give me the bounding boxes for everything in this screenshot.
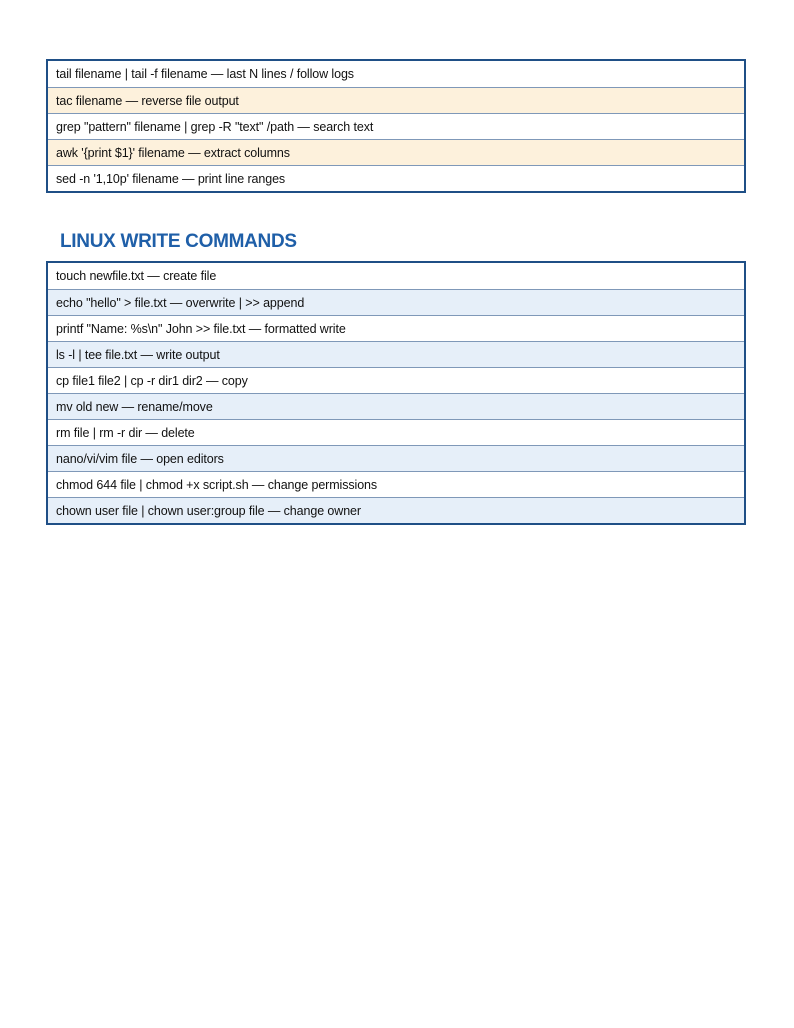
table-row: awk '{print $1}' filename — extract columns [48,139,744,165]
table-row: mv old new — rename/move [48,393,744,419]
table-row: tac filename — reverse file output [48,87,744,113]
table-row: cp file1 file2 | cp -r dir1 dir2 — copy [48,367,744,393]
table-row: nano/vi/vim file — open editors [48,445,744,471]
table-row: chown user file | chown user:group file — change owner [48,497,744,523]
read-commands-table [46,59,746,193]
table-row: printf "Name: %s\n" John >> file.txt — formatted write [48,315,744,341]
table-row: chmod 644 file | chmod +x script.sh — change permissions [48,471,744,497]
section-title-write-commands: LINUX WRITE COMMANDS [60,231,297,252]
table-row: echo "hello" > file.txt — overwrite | >> append [48,289,744,315]
write-commands-table [46,261,746,525]
table-row: rm file | rm -r dir — delete [48,419,744,445]
table-row: ls -l | tee file.txt — write output [48,341,744,367]
table-row: tail filename | tail -f filename — last N lines / follow logs [48,61,744,87]
table-row: sed -n '1,10p' filename — print line ranges [48,165,744,191]
table-row: grep "pattern" filename | grep -R "text" /path — search text [48,113,744,139]
table-row: touch newfile.txt — create file [48,263,744,289]
